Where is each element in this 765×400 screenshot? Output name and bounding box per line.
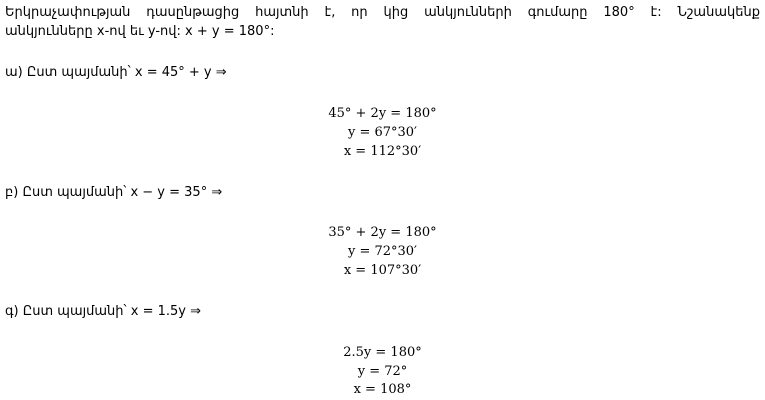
part-b-equation-3: x = 107°30′ xyxy=(343,263,422,278)
intro-line-1: Երկրաչափության դասընթացից հայտնի է, որ կից անկյունների գումարը 180° է: Նշանակենք xyxy=(5,5,760,20)
part-b-equation-1: 35° + 2y = 180° xyxy=(328,225,437,240)
part-a-equation-3: x = 112°30′ xyxy=(343,144,422,159)
part-a-equation-2: y = 67°30′ xyxy=(347,125,418,140)
intro-line-2: անկյունները x-ով եւ y-ով: x + y = 180°: xyxy=(5,24,275,39)
part-c-equation-2: y = 72° xyxy=(357,364,408,379)
part-c-equation-1: 2.5y = 180° xyxy=(343,345,422,360)
part-b-condition: բ) Ըստ պայմանի՝ x − y = 35° ⇒ xyxy=(5,185,223,200)
part-a-equation-1: 45° + 2y = 180° xyxy=(328,106,437,121)
part-b-equation-2: y = 72°30′ xyxy=(347,244,418,259)
part-c-equation-3: x = 108° xyxy=(353,382,412,397)
part-c-condition: գ) Ըստ պայմանի՝ x = 1.5y ⇒ xyxy=(5,304,202,319)
part-a-condition: ա) Ըստ պայմանի՝ x = 45° + y ⇒ xyxy=(5,65,227,80)
